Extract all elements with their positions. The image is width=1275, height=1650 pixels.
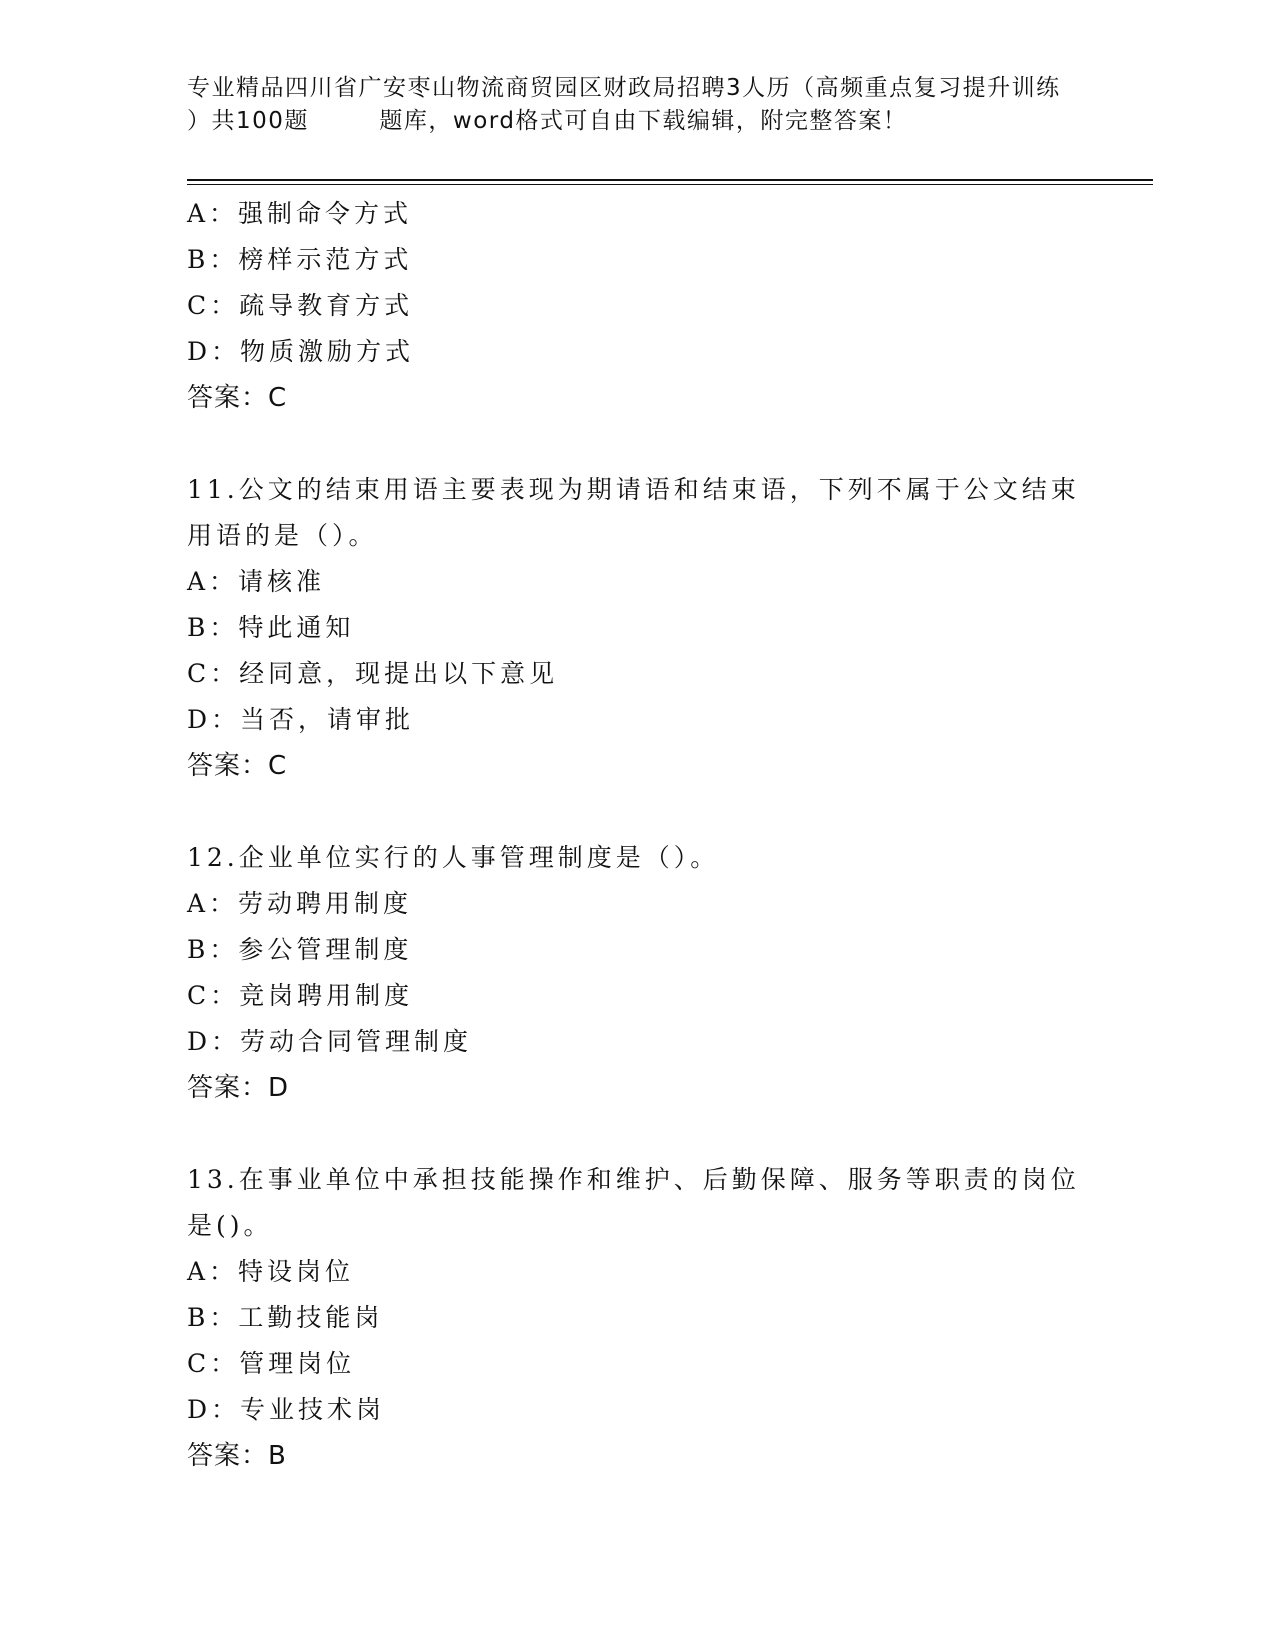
question-block-11	[187, 467, 1087, 789]
header-line-1: 专业精品四川省广安枣山物流商贸园区财政局招聘3人历（高频重点复习提升训练	[187, 75, 1061, 101]
answer-line: 答案：B	[187, 1441, 287, 1471]
option-b: B：工勤技能岗	[187, 1303, 384, 1332]
document-body	[187, 191, 1087, 1479]
spacer	[187, 421, 1087, 467]
question-stem-continued: 是()。	[187, 1211, 273, 1240]
question-block-12	[187, 835, 1087, 1111]
option-b: B：特此通知	[187, 613, 355, 642]
answer-line: 答案：D	[187, 1073, 290, 1103]
spacer	[187, 1111, 1087, 1157]
question-stem-continued: 用语的是（）。	[187, 521, 378, 550]
option-a: A：请核准	[187, 567, 326, 596]
answer-line: 答案：C	[187, 383, 288, 413]
spacer	[187, 789, 1087, 835]
option-c: C：管理岗位	[187, 1349, 356, 1378]
question-stem: 13.在事业单位中承担技能操作和维护、后勤保障、服务等职责的岗位	[187, 1165, 1080, 1194]
option-b: B：参公管理制度	[187, 935, 413, 964]
question-stem: 11.公文的结束用语主要表现为期请语和结束语，下列不属于公文结束	[187, 475, 1080, 504]
option-a: A：劳动聘用制度	[187, 889, 413, 918]
option-d: D：当否，请审批	[187, 705, 415, 734]
header-rule-thin	[187, 184, 1153, 185]
document-header	[187, 72, 1087, 138]
answer-line: 答案：C	[187, 751, 288, 781]
option-c: C：疏导教育方式	[187, 291, 414, 320]
option-c: C：经同意，现提出以下意见	[187, 659, 559, 688]
option-d: D：专业技术岗	[187, 1395, 386, 1424]
question-block-13	[187, 1157, 1087, 1479]
option-a: A：强制命令方式	[187, 199, 413, 228]
option-b: B：榜样示范方式	[187, 245, 413, 274]
option-a: A：特设岗位	[187, 1257, 355, 1286]
question-stem: 12.企业单位实行的人事管理制度是（）。	[187, 843, 720, 872]
option-c: C：竞岗聘用制度	[187, 981, 414, 1010]
header-line-2: ）共100题 题库，word格式可自由下载编辑，附完整答案！	[187, 108, 908, 134]
option-d: D：物质激励方式	[187, 337, 415, 366]
header-rule-thick	[187, 179, 1153, 181]
question-block-10	[187, 191, 1087, 421]
option-d: D：劳动合同管理制度	[187, 1027, 473, 1056]
